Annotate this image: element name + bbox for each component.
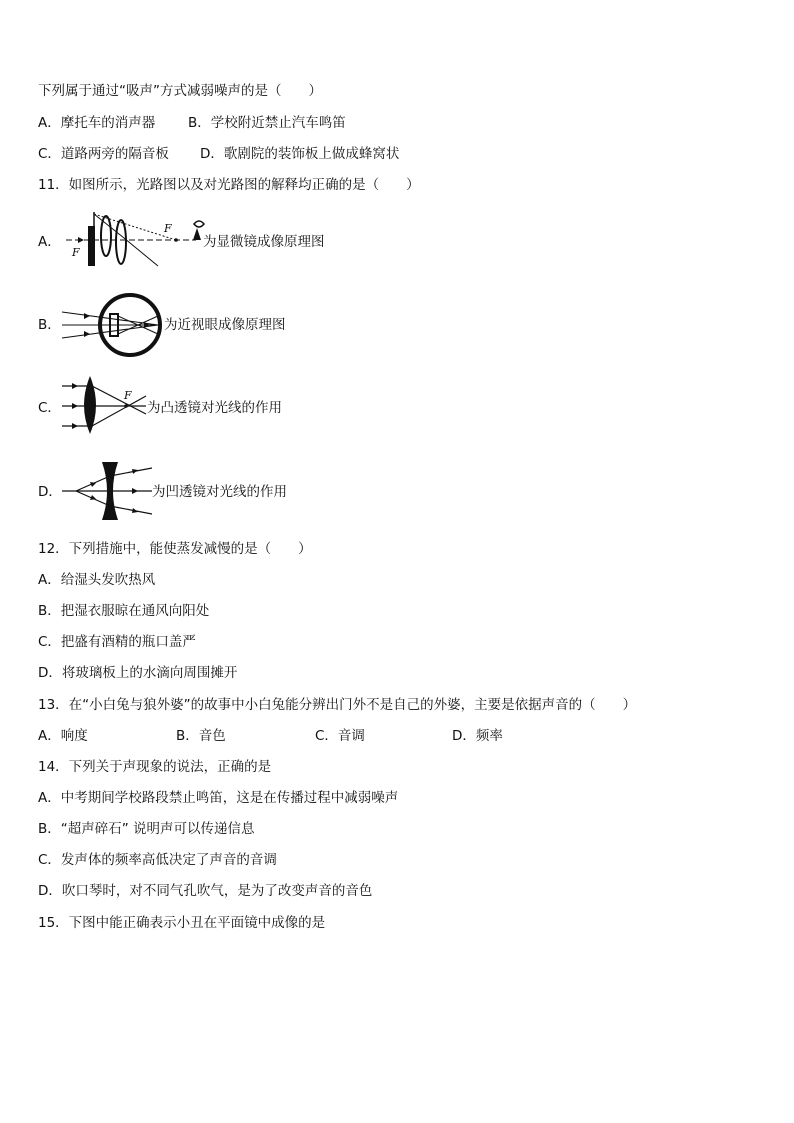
q11-option-c-caption: 为凸透镜对光线的作用 — [147, 400, 282, 416]
q12-stem: 12．下列措施中，能使蒸发减慢的是（ ） — [38, 541, 312, 557]
q14-option-d: D．吹口琴时，对不同气孔吹气，是为了改变声音的音色 — [38, 883, 373, 899]
q11-option-b-letter: B． — [38, 317, 61, 333]
q11-option-a-letter: A． — [38, 234, 61, 250]
q14-stem: 14．下列关于声现象的说法，正确的是 — [38, 759, 272, 775]
q13-option-c: C．音调 — [315, 728, 365, 744]
objective-lens — [101, 216, 111, 256]
q10-option-d: D．歌剧院的装饰板上做成蜂窝状 — [200, 146, 400, 162]
q11-option-d-letter: D． — [38, 484, 62, 500]
f-label-right: F — [164, 222, 172, 235]
q12-option-a: A．给湿头发吹热风 — [38, 572, 156, 588]
q14-option-c: C．发声体的频率高低决定了声音的音调 — [38, 852, 277, 868]
f-label-convex: F — [124, 389, 132, 402]
q14-option-a: A．中考期间学校路段禁止鸣笛，这是在传播过程中减弱噪声 — [38, 790, 399, 806]
q10-stem: 下列属于通过“吸声”方式减弱噪声的是（ ） — [38, 83, 322, 99]
q10-option-b: B．学校附近禁止汽车鸣笛 — [188, 115, 346, 131]
q11-option-a-caption: 为显微镜成像原理图 — [203, 234, 325, 250]
q15-stem: 15．下图中能正确表示小丑在平面镜中成像的是 — [38, 915, 326, 931]
q13-option-a: A．响度 — [38, 728, 88, 744]
q11-stem: 11．如图所示，光路图以及对光路图的解释均正确的是（ ） — [38, 177, 420, 193]
eyepiece-lens — [116, 220, 126, 264]
q13-option-d: D．频率 — [452, 728, 503, 744]
concave-lens-diagram — [62, 460, 154, 522]
myopia-eye-diagram — [60, 292, 170, 358]
q10-option-a: A．摩托车的消声器 — [38, 115, 156, 131]
q11-option-d-caption: 为凹透镜对光线的作用 — [152, 484, 287, 500]
q11-option-b-caption: 为近视眼成像原理图 — [164, 317, 286, 333]
q13-stem: 13．在“小白兔与狼外婆”的故事中小白兔能分辨出门外不是自己的外婆，主要是依据声音的（ ） — [38, 697, 637, 713]
q11-option-c-letter: C． — [38, 400, 61, 416]
q12-option-b: B．把湿衣服晾在通风向阳处 — [38, 603, 210, 619]
q12-option-c: C．把盛有酒精的瓶口盖严 — [38, 634, 196, 650]
q12-option-d: D．将玻璃板上的水滴向周围摊开 — [38, 665, 238, 681]
q10-option-c: C．道路两旁的隔音板 — [38, 146, 169, 162]
microscope-diagram — [66, 208, 206, 272]
f-label-left: F — [72, 246, 80, 259]
convex-lens-diagram — [62, 374, 152, 436]
q14-option-b: B．“超声碎石” 说明声可以传递信息 — [38, 821, 255, 837]
q13-option-b: B．音色 — [176, 728, 226, 744]
